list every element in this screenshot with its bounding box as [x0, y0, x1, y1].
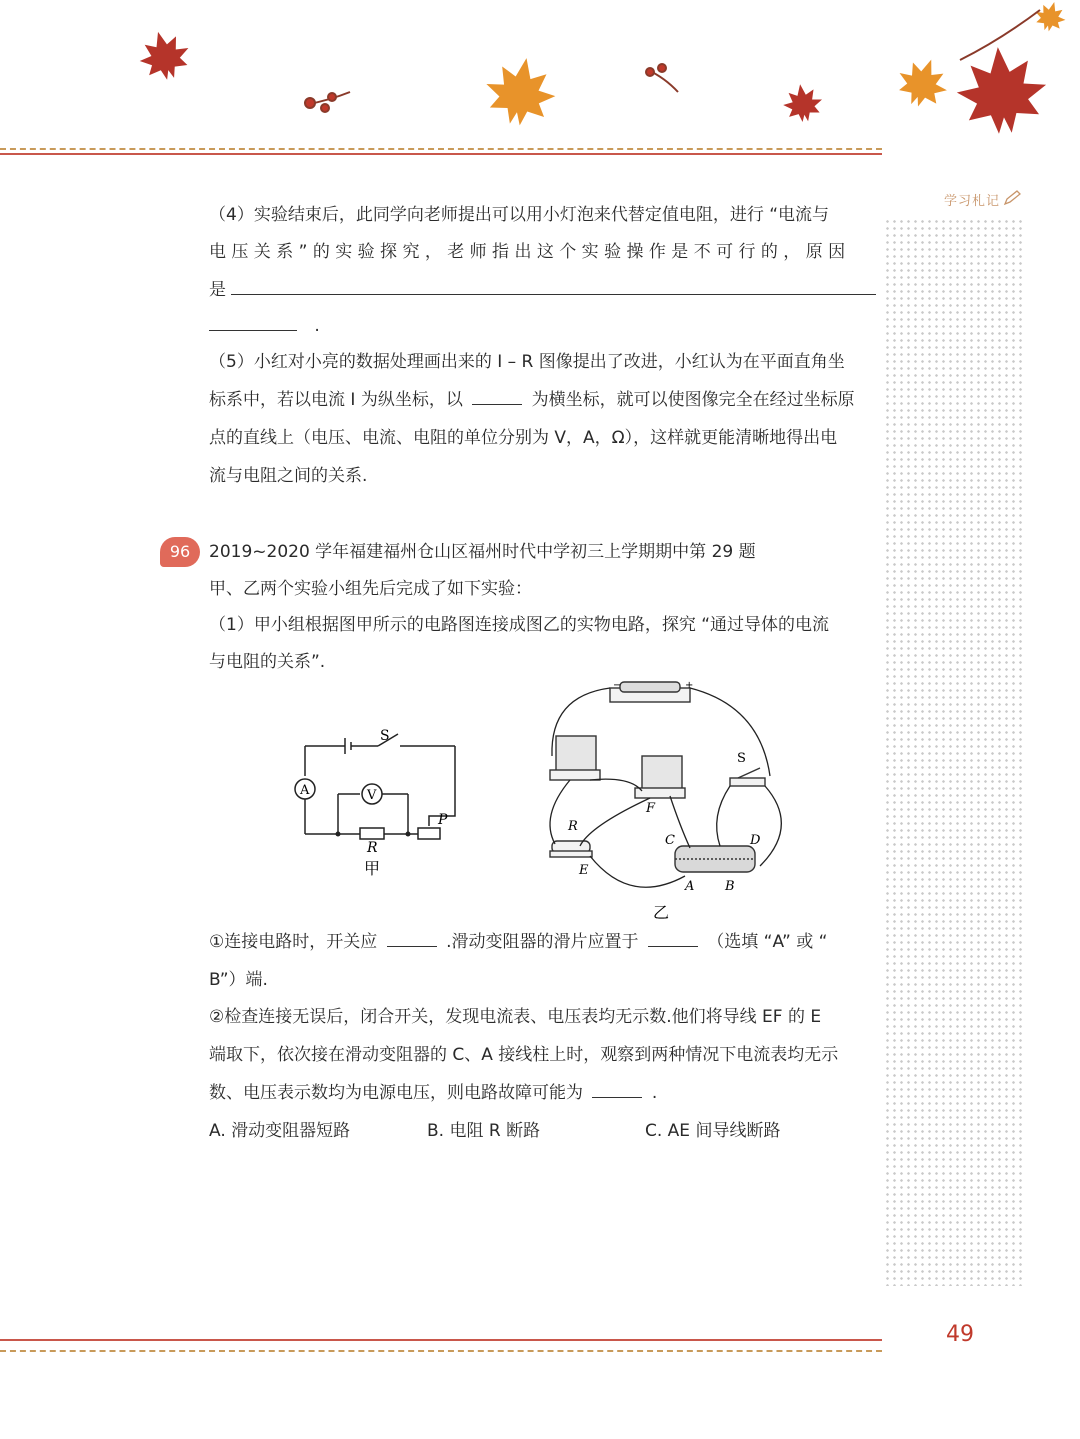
- yi-label-e: E: [579, 863, 589, 878]
- answer-blank[interactable]: [592, 1081, 642, 1098]
- pencil-icon: [1003, 190, 1021, 206]
- question-number-badge: 96: [160, 537, 200, 567]
- answer-blank[interactable]: [231, 278, 876, 295]
- q96-step1-line1: [209, 930, 879, 954]
- q4-line3: [209, 278, 879, 302]
- jia-label-r: R: [367, 840, 378, 856]
- maple-leaf-icon: [134, 25, 195, 85]
- q4-line1: （4）实验结束后，此同学向老师提出可以用小灯泡来代替定值电阻，进行 “电流与: [209, 205, 830, 225]
- jia-caption: 甲: [364, 859, 381, 878]
- yi-label-c: C: [665, 833, 675, 848]
- q96-source: 2019~2020 学年福建福州仓山区福州时代中学初三上学期期中第 29 题: [209, 542, 756, 562]
- voltmeter-symbol: V: [367, 788, 377, 803]
- answer-blank[interactable]: [209, 314, 297, 331]
- footer-divider: [0, 1350, 882, 1352]
- q5-line2: [209, 388, 879, 412]
- q4-line4: [209, 314, 879, 338]
- q5-line2-a: 标系中，若以电流 I 为纵坐标，以: [209, 390, 463, 410]
- q4-line2: 电 压 关 系 ” 的 实 验 探 究 ， 老 师 指 出 这 个 实 验 操 作 是 不 可 行 的 ， 原 因: [209, 242, 846, 262]
- circuit-diagram-yi: [550, 682, 765, 872]
- q5-line1: （5）小红对小亮的数据处理画出来的 I – R 图像提出了改进，小红认为在平面直角坐: [209, 352, 845, 372]
- berry-branch-icon: [646, 64, 678, 92]
- q96-step2-line1: ②检查连接无误后，闭合开关，发现电流表、电压表均无示数.他们将导线 EF 的 E: [209, 1007, 822, 1027]
- q96-intro: 甲、乙两个实验小组先后完成了如下实验：: [209, 579, 532, 599]
- yi-label-minus: −: [613, 680, 622, 691]
- option-b[interactable]: B. 电阻 R 断路: [427, 1121, 541, 1141]
- q96-part1-line1: （1）甲小组根据图甲所示的电路图连接成图乙的实物电路，探究 “通过导体的电流: [209, 615, 830, 635]
- header-divider-solid: [0, 153, 882, 155]
- q96-part1-line2: 与电阻的关系”.: [209, 652, 326, 672]
- yi-label-a: A: [685, 879, 695, 894]
- yi-label-b: B: [725, 879, 735, 894]
- jia-label-s: S: [380, 728, 390, 744]
- notes-title: 学习札记: [944, 194, 1001, 209]
- q5-line4: 流与电阻之间的关系.: [209, 466, 368, 486]
- q96-step2-line3-a: 数、电压表示数均为电源电压，则电路故障可能为: [209, 1083, 583, 1103]
- page-number: 49: [946, 1322, 974, 1347]
- jia-label-p: P: [438, 812, 448, 828]
- maple-leaf-icon: [1032, 0, 1069, 35]
- q96-step1-line2: B”）端.: [209, 970, 268, 990]
- circuit-figures: [290, 676, 810, 926]
- answer-blank[interactable]: [387, 930, 437, 947]
- option-c[interactable]: C. AE 间导线断路: [645, 1121, 781, 1141]
- notes-dot-grid: [884, 218, 1024, 1286]
- q5-line3: 点的直线上（电压、电流、电阻的单位分别为 V，A，Ω），这样就更能清晰地得出电: [209, 428, 838, 448]
- yi-label-d: D: [750, 833, 761, 848]
- maple-leaf-icon: [781, 81, 825, 124]
- circuit-diagram-jia: [295, 734, 455, 839]
- q96-step2-line2: 端取下，依次接在滑动变阻器的 C、A 接线柱上时，观察到两种情况下电流表均无示: [209, 1045, 839, 1065]
- yi-caption: 乙: [653, 903, 670, 922]
- header-divider: [0, 148, 882, 150]
- q4-line4-suffix: .: [314, 316, 320, 336]
- q5-line2-b: 为横坐标，就可以使图像完全在经过坐标原: [531, 390, 855, 410]
- maple-leaf-icon: [480, 52, 561, 131]
- ammeter-symbol: A: [300, 783, 310, 798]
- option-a[interactable]: A. 滑动变阻器短路: [209, 1121, 351, 1141]
- q96-step2-line3-b: .: [651, 1083, 658, 1103]
- footer-divider-solid: [0, 1339, 882, 1341]
- yi-label-r: R: [568, 819, 578, 834]
- answer-blank[interactable]: [648, 930, 698, 947]
- berry-branch-icon: [305, 92, 350, 112]
- q96-step1-a: ①连接电路时，开关应: [209, 932, 378, 952]
- yi-label-f: F: [646, 801, 656, 816]
- yi-label-s: S: [737, 751, 746, 766]
- maple-leaf-icon: [953, 43, 1050, 137]
- maple-leaf-icon: [891, 51, 955, 114]
- yi-label-plus: +: [685, 680, 694, 691]
- q96-step1-c: （选填 “A” 或 “: [707, 932, 828, 952]
- header-leaves-decoration: [0, 0, 1080, 170]
- q96-step2-line3: [209, 1081, 879, 1105]
- answer-blank[interactable]: [472, 388, 522, 405]
- q4-line3-prefix: 是: [209, 280, 226, 300]
- q96-step1-b: .滑动变阻器的滑片应置于: [446, 932, 639, 952]
